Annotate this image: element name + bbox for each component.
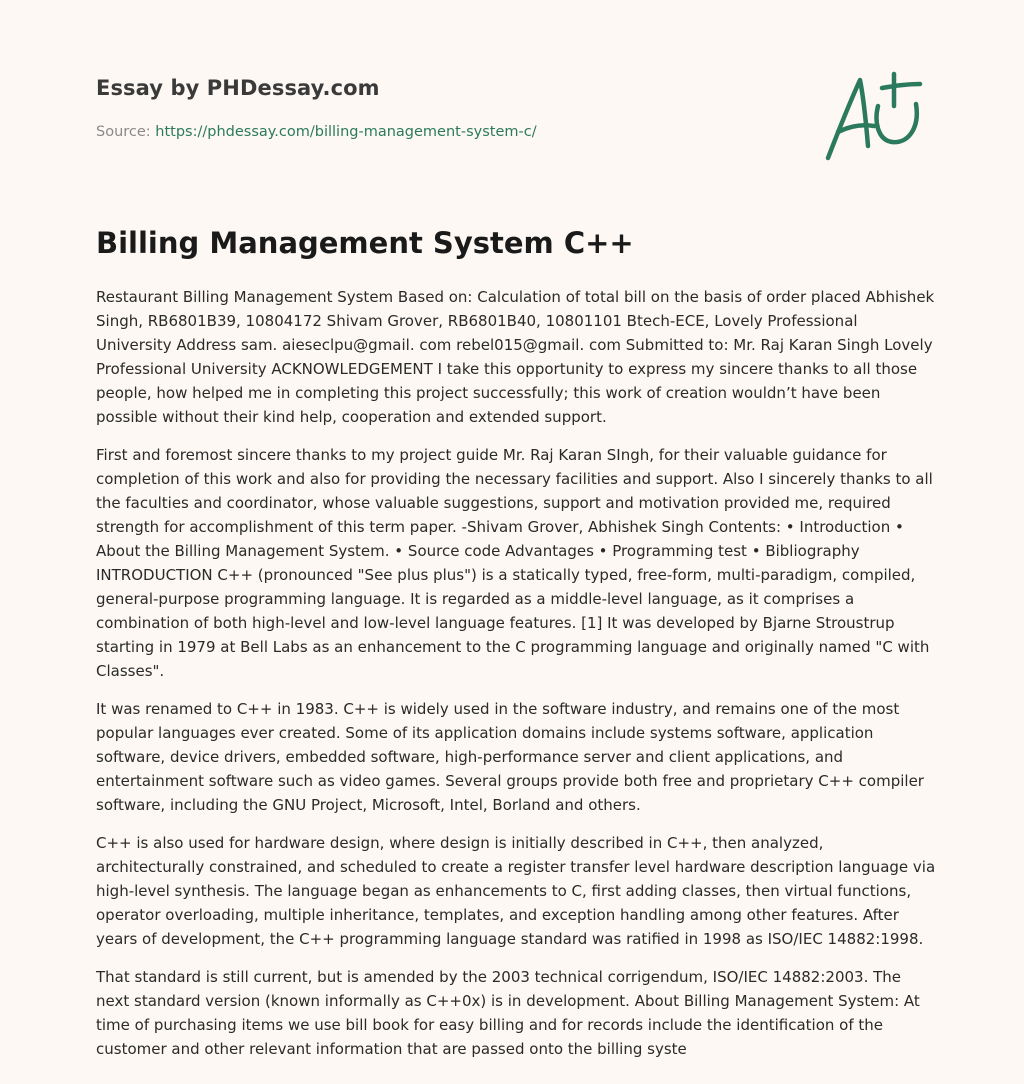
paragraph: It was renamed to C++ in 1983. C++ is widely used in the software industry, and remains one of the most popular languages ever created. Some of its application domains include systems software, application software, device drivers, embedded software, high-performance server and client applications, and entertainment software such as video games. Several groups provide both free and proprietary C++ compiler software, including the GNU Project, Microsoft, Intel, Borland and others. — [96, 700, 924, 814]
source-link[interactable]: https://phdessay.com/billing-management-system-c/ — [155, 124, 537, 140]
paragraph: First and foremost sincere thanks to my project guide Mr. Raj Karan SIngh, for their valuable guidance for completion of this work and also for providing the necessary facilities and support. Also I sincerely thanks to all the faculties and coordinator, whose valuable suggestions, support and motivation provided me, required strength for accomplishment of this term paper. -Shivam Grover, Abhishek Singh Contents: • Introduction • About the Billing Management System. • Source code Advantages • Programming test • Bibliography INTRODUCTION C++ (pronounced "See plus plus") is a statically typed, free-form, multi-paradigm, compiled, general-purpose programming language. It is regarded as a middle-level language, as it comprises a combination of both high-level and low-level language features. [1] It was developed by Bjarne Stroustrup starting in 1979 at Bell Labs as an enhancement to the C programming language and originally named "C with Classes". — [96, 446, 933, 680]
article-title: Billing Management System C++ — [96, 226, 634, 260]
paragraph: C++ is also used for hardware design, where design is initially described in C++, then analyzed, architecturally constrained, and scheduled to create a register transfer level hardware description language via high-level synthesis. The language began as enhancements to C, first adding classes, then virtual functions, operator overloading, multiple inheritance, templates, and exception handling among other features. After years of development, the C++ programming language standard was ratified in 1998 as ISO/IEC 14882:1998. — [96, 834, 936, 948]
paragraph: Restaurant Billing Management System Based on: Calculation of total bill on the basis of order placed Abhishek Singh, RB6801B39, 10804172 Shivam Grover, RB6801B40, 10801101 Btech-ECE, Lovely Professional University Address sam. aieseclpu@gmail. com rebel015@gmail. com Submitted to: Mr. Raj Karan Singh Lovely Professional University ACKNOWLEDGEMENT I take this opportunity to express my sincere thanks to all those people, how helped me in completing this project successfully; this work of creation wouldn’t have been possible without their kind help, cooperation and extended support. — [96, 288, 935, 426]
source-label: Source: — [96, 124, 151, 140]
page-header — [96, 76, 796, 140]
site-brand: Essay by PHDessay.com — [96, 76, 380, 100]
paragraph: That standard is still current, but is amended by the 2003 technical corrigendum, ISO/IEC 14882:2003. The next standard version (known informally as C++0x) is in development. About Billing Management System: At time of purchasing items we use bill book for easy billing and for records include the identification of the customer and other relevant information that are passed onto the billing syste — [96, 968, 920, 1058]
a-plus-logo-icon — [820, 66, 930, 166]
source-line — [96, 124, 796, 140]
article-body — [96, 285, 936, 1075]
